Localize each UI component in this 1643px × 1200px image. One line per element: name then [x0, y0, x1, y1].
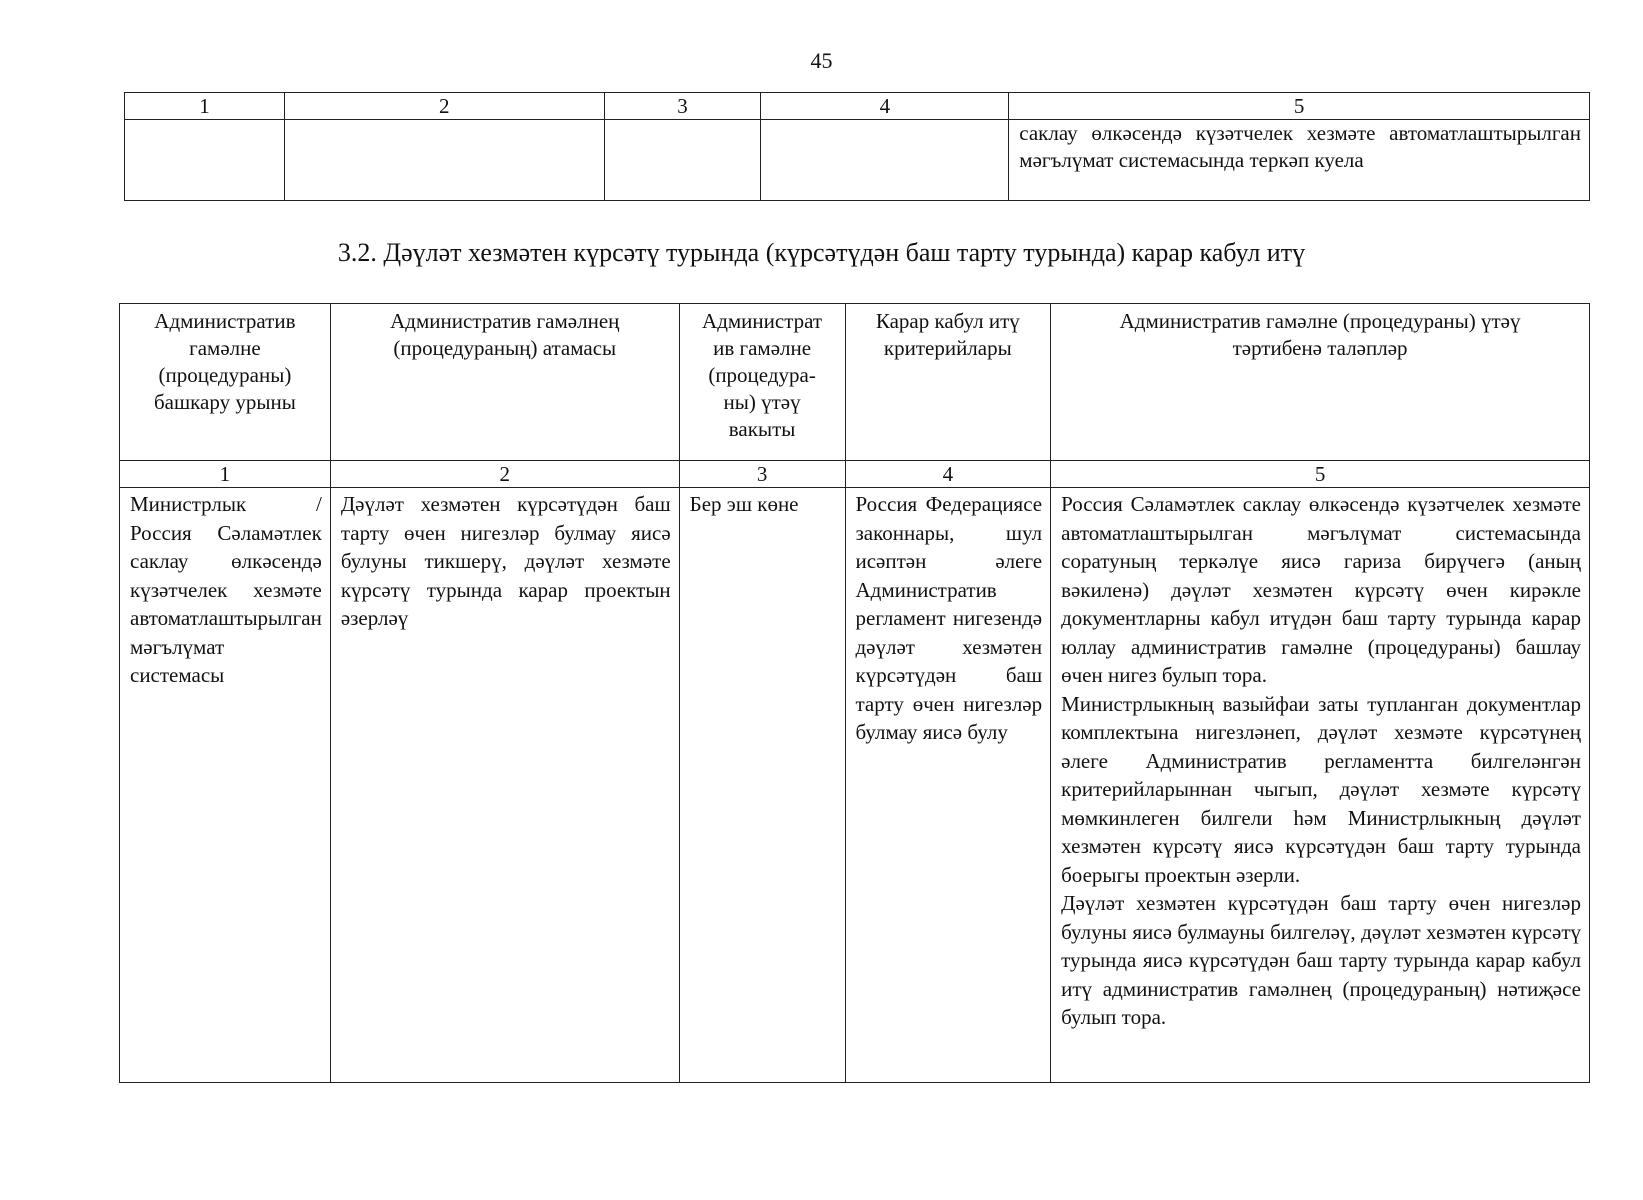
table-cell	[604, 120, 761, 201]
procedure-name-cell: Дәүләт хезмәтен күрсәтүдән баш тарту өчен нигезләр булмау яисә булуны тикшерү, дәүләт хезмәте күрсәтү турында карар проектын әзерләү	[330, 488, 679, 1083]
column-number: 5	[1051, 461, 1590, 488]
header-cell: Административ гамәлне (процедураны) үтәү тәртибенә таләпләр	[1051, 304, 1590, 461]
header-cell: Администрат ив гамәлне (процедура-ны) үтәү вакыты	[679, 304, 845, 461]
table-cell	[1009, 120, 1590, 201]
requirements-paragraph: Министрлыкның вазыйфаи заты тупланган документлар комплектына нигезләнеп, дәүләт хезмәте күрсәтүнең әлеге Административ регламентта билгеләнгән критерийларыннан чыгып, дәүләт хезмәте күрсәтү мөмкинлеген билгели һәм Министрлыкның дәүләт хезмәтен күрсәтү яисә күрсәтүдән баш тарту турында боерыгы проектын әзерли.	[1061, 691, 1581, 887]
column-number: 5	[1009, 93, 1590, 120]
column-number: 4	[845, 461, 1051, 488]
section-title: 3.2. Дәүләт хезмәтен күрсәтү турында (күрсәтүдән баш тарту турында) карар кабул итү	[337, 238, 1306, 267]
continuation-table	[124, 92, 1590, 201]
column-number: 4	[761, 93, 1009, 120]
header-cell: Административ гамәлне (процедураны) башкару урыны	[120, 304, 331, 461]
decision-criteria-cell: Россия Федерациясе законнары, шул исәптән әлеге Административ регламент нигезендә дәүләт хезмәтен күрсәтүдән баш тарту өчен нигезләр булмау яисә булу	[845, 488, 1051, 1083]
column-number: 1	[125, 93, 285, 120]
procedure-table	[119, 303, 1590, 1083]
page-number: 45	[810, 48, 833, 73]
header-cell: Административ гамәлнең (процедураның) атамасы	[330, 304, 679, 461]
table-row	[120, 488, 1590, 1083]
header-cell: Карар кабул итү критерийлары	[845, 304, 1051, 461]
execution-time-cell: Бер эш көне	[679, 488, 845, 1083]
column-number: 1	[120, 461, 331, 488]
column-number-row	[120, 461, 1590, 488]
table-row	[125, 120, 1590, 201]
column-number: 2	[284, 93, 604, 120]
table-cell	[284, 120, 604, 201]
column-number-row	[125, 93, 1590, 120]
requirements-cell	[1051, 488, 1590, 1083]
table-cell	[125, 120, 285, 201]
column-number: 2	[330, 461, 679, 488]
column-number: 3	[679, 461, 845, 488]
table-cell	[761, 120, 1009, 201]
requirements-paragraph: Россия Сәламәтлек саклау өлкәсендә күзәтчелек хезмәте автоматлаштырылган мәгълүмат системасында соратуның теркәлүе яисә гариза бирүчегә (аның вәкиленә) дәүләт хезмәтен күрсәтү өчен кирәкле документларны кабул итүдән баш тарту турында карар юллау административ гамәлне (процедураны) башлау өчен нигез булып тора.	[1061, 492, 1581, 687]
column-number: 3	[604, 93, 761, 120]
requirements-paragraph: Дәүләт хезмәтен күрсәтүдән баш тарту өчен нигезләр булуны яисә булмауны билгеләү, дәүләт хезмәтен күрсәтү турында яисә күрсәтүдән баш тарту турында карар кабул итү административ гамәлнең (процедураның) нәтиҗәсе булып тора.	[1061, 891, 1581, 1029]
cell-text: саклау өлкәсендә күзәтчелек хезмәте автоматлаштырылган мәгълүмат системасында теркәп куела	[1019, 121, 1581, 172]
header-row	[120, 304, 1590, 461]
execution-place-cell: Министрлык / Россия Сәламәтлек саклау өлкәсендә күзәтчелек хезмәте автоматлаштырылган мәгълүмат системасы	[120, 488, 331, 1083]
